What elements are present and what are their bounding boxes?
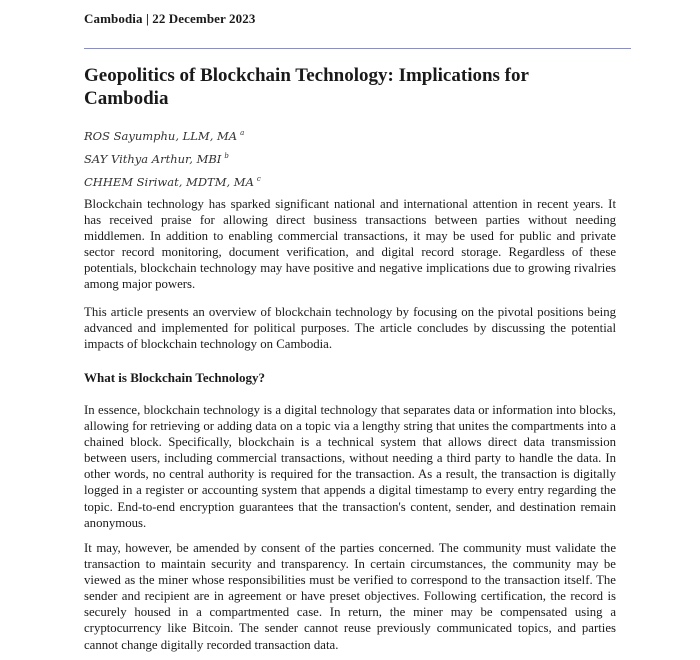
dateline: Cambodia | 22 December 2023 bbox=[84, 11, 256, 26]
affiliation-mark: c bbox=[256, 175, 261, 183]
author-list bbox=[84, 123, 261, 192]
author-item bbox=[84, 146, 261, 169]
author-name: ROS Sayumphu, LLM, MA bbox=[84, 129, 238, 143]
affiliation-mark: b bbox=[224, 152, 229, 160]
article-title: Geopolitics of Blockchain Technology: Implications for Cambodia bbox=[84, 65, 529, 109]
author-name: SAY Vithya Arthur, MBI bbox=[84, 152, 222, 166]
section-heading: What is Blockchain Technology? bbox=[84, 370, 265, 385]
overview-paragraph: This article presents an overview of blockchain technology by focusing on the pivotal positions being advanced and implemented for political purposes. The article concludes by discussing the potential impacts of blockchain technology on Cambodia. bbox=[84, 305, 616, 352]
author-name: CHHEM Siriwat, MDTM, MA bbox=[84, 175, 254, 189]
intro-paragraph: Blockchain technology has sparked significant national and international attention in recent years. It has received praise for allowing direct business transactions between parties without needing middlemen. In addition to enabling commercial transactions, it may be used for public and private sector record monitoring, document verification, and digital record storage. Regardless of these potentials, blockchain technology may have positive and negative implications due to growing rivalries among major powers. bbox=[84, 197, 616, 292]
section-paragraph: In essence, blockchain technology is a digital technology that separates data or information into blocks, allowing for retrieving or adding data on a topic via a lengthy string that unites the compartments into a chained block. Specifically, blockchain is a technical system that allows direct data transmission between users, including commercial transactions, without needing a third party to handle the data. In other words, no central authority is required for the transaction. As a result, the transaction is digitally logged in a register or accounting system that appends a digital timestamp to every entry regarding the topic. End-to-end encryption guarantees that the transaction's content, sender, and destination remain anonymous. bbox=[84, 403, 616, 530]
author-item bbox=[84, 169, 261, 192]
affiliation-mark: a bbox=[240, 129, 245, 137]
section-paragraph: It may, however, be amended by consent of the parties concerned. The community must validate the transaction to maintain security and transparency. In certain circumstances, the community may be viewed as the miner whose responsibilities must be verified to correspond to the transaction itself. The sender and recipient are in agreement or have preset objectives. Following certification, the record is securely housed in a compartmented case. In return, the miner may be compensated using a cryptocurrency like Bitcoin. The sender cannot reuse previously communicated topics, and parties cannot change digitally recorded transaction data. bbox=[84, 541, 616, 652]
header-divider bbox=[84, 48, 631, 49]
author-item bbox=[84, 123, 261, 146]
